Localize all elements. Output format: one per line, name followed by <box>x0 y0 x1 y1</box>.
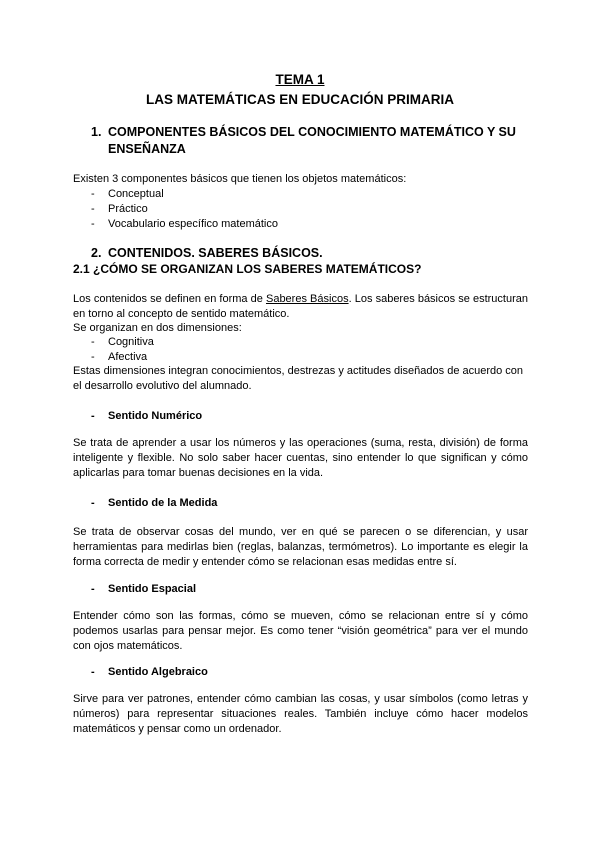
page-subtitle: LAS MATEMÁTICAS EN EDUCACIÓN PRIMARIA <box>146 92 454 107</box>
sense-paragraph: Se trata de observar cosas del mundo, ver en qué se parecen o se diferencian, y usar herramientas para medirlas bien (reglas, balanzas, termómetros). Lo importante es elegir la forma correcta de medir y entender cómo se relacionan esas medidas entre sí. <box>73 526 528 569</box>
paragraph-dimensions: Se organizan en dos dimensiones: <box>73 322 242 334</box>
paragraph-saberes: Los contenidos se definen en forma de Saberes Básicos. Los saberes básicos se estructuran en torno al concepto de sentido matemático. <box>73 293 528 321</box>
section-1-title: COMPONENTES BÁSICOS DEL CONOCIMIENTO MATEMÁTICO Y SU ENSEÑANZA <box>108 125 516 156</box>
section-1-number: 1. <box>91 125 102 139</box>
sense-paragraph: Sirve para ver patrones, entender cómo cambian las cosas, y usar símbolos (como letras y números) para representar situaciones reales. También incluye cómo hacer modelos matemáticos y pensar como un ordenador. <box>73 693 528 736</box>
section-1-intro: Existen 3 componentes básicos que tienen los objetos matemáticos: <box>73 173 407 185</box>
page-title: TEMA 1 <box>275 72 325 87</box>
sense-paragraph: Se trata de aprender a usar los números y las operaciones (suma, resta, división) de forma inteligente y flexible. No solo saber hacer cuentas, sino entender lo que significan y cómo aplicarlas para tomar buenas decisiones en la vida. <box>73 437 528 480</box>
paragraph-dimensions-detail: Estas dimensiones integran conocimientos, destrezas y actitudes diseñados de acuerdo con el desarrollo evolutivo del alumnado. <box>73 365 524 393</box>
saberes-basicos-term: Saberes Básicos <box>265 293 349 305</box>
subsection-heading: 2.1 ¿CÓMO SE ORGANIZAN LOS SABERES MATEMÁTICOS? <box>73 262 422 276</box>
section-2-number: 2. <box>91 246 102 260</box>
document-page: TEMA 1 LAS MATEMÁTICAS EN EDUCACIÓN PRIMARIA 1. COMPONENTES BÁSICOS DEL CONOCIMIENTO MATEMÁTICO Y SU ENSEÑANZA Existen 3 componentes básicos que tienen los objetos matemáticos: - Conceptual - Práctico - Vocabulario específico matemático 2. CONTENIDOS. SABERES BÁSICOS. 2.1 ¿CÓMO SE ORGANIZAN LOS SABERES MATEMÁTICOS? Los contenidos se definen en forma de Saberes Básicos. Los saberes básicos se estructuran en torno al concepto de sentido matemático. Se organizan en dos dimensiones: - Cognitiva - Afectiva Estas dimensiones integran conocimientos, destrezas y actitudes diseñados de acuerdo con el desarrollo evolutivo del alumnado. - Sentido Numérico Se trata de aprender a usar los números y las operaciones (suma, resta, división) de forma inteligente y flexible. No solo saber hacer cuentas, sino entender lo que significan y cómo aplicarlas para tomar buenas decisiones en la vida. - Sentido de la Medida Se trata de observar cosas del mundo, ver en qué se parecen o se diferencian, y usar herramientas para medirlas bien (reglas, balanzas, termómetros). Lo importante es elegir la forma correcta de medir y entender cómo se relacionan esas medidas entre sí. - Sentido Espacial Entender cómo son las formas, cómo se mueven, cómo se relacionan entre sí y cómo podemos usarlas para pensar mejor. Es como tener “visión geométrica” para ver el mundo con ojos matemáticos. - Sentido Algebraico Sirve para ver patrones, entender cómo cambian las cosas, y usar símbolos (como letras y números) para representar situaciones reales. También incluye cómo hacer modelos matemáticos y pensar como un ordenador. <box>0 0 600 848</box>
sense-paragraph: Entender cómo son las formas, cómo se mueven, cómo se relacionan entre sí y cómo podemos usarlas para pensar mejor. Es como tener “visión geométrica” para ver el mundo con ojos matemáticos. <box>73 610 528 653</box>
section-2-title: CONTENIDOS. SABERES BÁSICOS. <box>108 246 323 260</box>
